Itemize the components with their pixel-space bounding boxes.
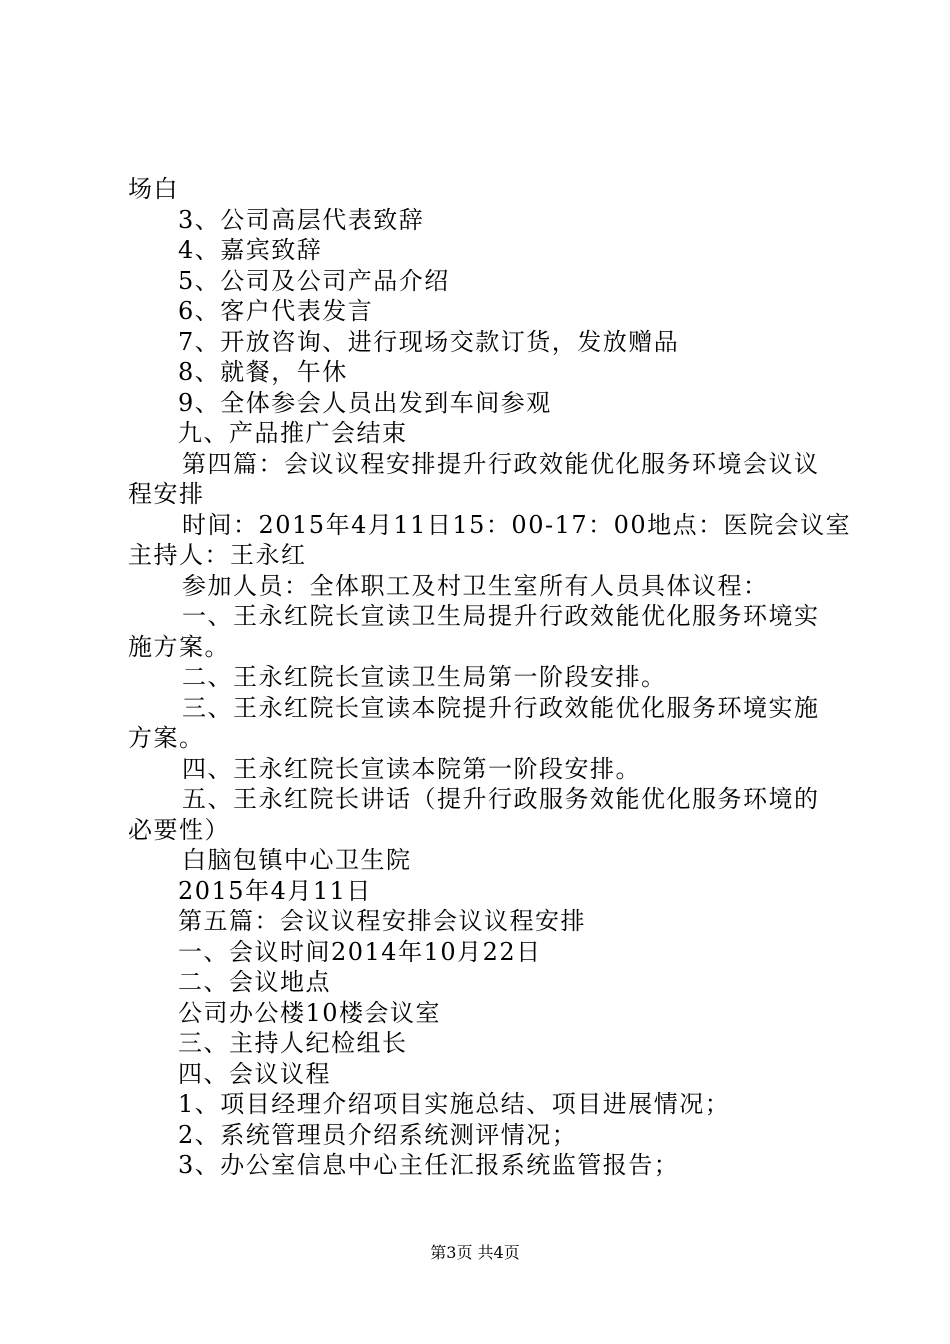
text-line: 九、产品推广会结束 — [178, 419, 408, 447]
text-line: 三、王永红院长宣读本院提升行政效能优化服务环境实施 — [182, 693, 820, 722]
text-line: 三、主持人纪检组长 — [178, 1029, 408, 1057]
text-line: 2015年4月11日 — [178, 876, 372, 905]
text-line: 四、会议议程 — [178, 1059, 331, 1088]
text-line: 施方案。 — [128, 632, 230, 661]
text-line: 6、客户代表发言 — [178, 297, 374, 325]
text-line: 1、项目经理介绍项目实施总结、项目进展情况； — [178, 1090, 731, 1118]
text-line: 二、会议地点 — [178, 968, 331, 996]
text-line: 程安排 — [128, 480, 205, 508]
text-line: 场白 — [128, 175, 179, 203]
text-line: 7、开放咨询、进行现场交款订货，发放赠品 — [178, 327, 680, 356]
text-line: 四、王永红院长宣读本院第一阶段安排。 — [182, 754, 641, 783]
text-line: 二、王永红院长宣读卫生局第一阶段安排。 — [182, 663, 667, 691]
text-line: 时间：2015年4月11日15：00-17：00地点：医院会议室 — [182, 510, 852, 539]
text-line: 3、公司高层代表致辞 — [178, 205, 425, 234]
text-line: 白脑包镇中心卫生院 — [182, 846, 412, 874]
text-line: 五、王永红院长讲话（提升行政服务效能优化服务环境的 — [182, 785, 820, 813]
text-line: 一、会议时间2014年10月22日 — [178, 937, 542, 966]
text-line: 3、办公室信息中心主任汇报系统监管报告； — [178, 1151, 680, 1179]
text-line: 4、嘉宾致辞 — [178, 236, 323, 264]
text-line: 9、全体参会人员出发到车间参观 — [178, 388, 552, 417]
text-line: 必要性） — [128, 815, 230, 844]
document-body — [128, 174, 852, 1181]
text-line: 第五篇：会议议程安排会议议程安排 — [178, 907, 586, 935]
text-line: 主持人：王永红 — [128, 541, 307, 569]
text-line: 一、王永红院长宣读卫生局提升行政效能优化服务环境实 — [182, 602, 820, 630]
text-line: 方案。 — [128, 724, 205, 752]
text-line: 参加人员：全体职工及村卫生室所有人员具体议程： — [182, 571, 769, 600]
page-footer: 第3页 共4页 — [430, 1243, 520, 1262]
text-line: 5、公司及公司产品介绍 — [178, 266, 450, 295]
text-line: 公司办公楼10楼会议室 — [178, 998, 442, 1027]
text-line: 8、就餐，午休 — [178, 358, 348, 386]
text-line: 第四篇：会议议程安排提升行政效能优化服务环境会议议 — [182, 449, 820, 478]
text-line: 2、系统管理员介绍系统测评情况； — [178, 1120, 578, 1149]
